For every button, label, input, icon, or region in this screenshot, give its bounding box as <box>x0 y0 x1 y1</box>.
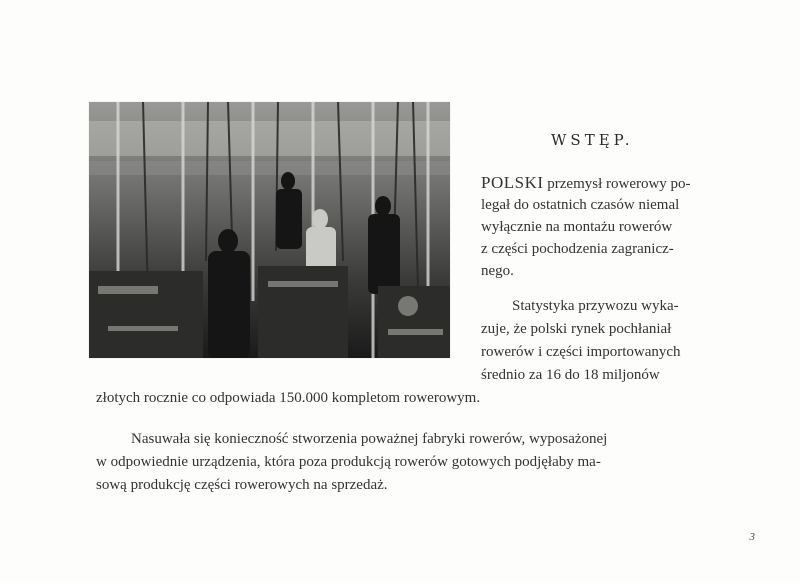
section-heading: WSTĘP. <box>551 131 634 149</box>
paragraph-2-line-3: rowerów i części importowanych <box>481 344 681 360</box>
paragraph-2-line-4: średnio za 16 do 18 miljonów <box>481 367 660 383</box>
factory-photo-image <box>88 101 451 359</box>
factory-photo <box>88 101 451 359</box>
dropcap-word: POLSKI <box>481 173 544 192</box>
paragraph-3-line-2: w odpowiednie urządzenia, która poza produkcją rowerów gotowych podjęłaby ma- <box>96 454 601 470</box>
page-number: 3 <box>749 531 755 543</box>
paragraph-1-line-3: wyłącznie na montażu rowerów <box>481 219 673 235</box>
paragraph-1-line-5: nego. <box>481 263 514 279</box>
paragraph-1-line-2: legał do ostatnich czasów niemal <box>481 197 680 213</box>
paragraph-3-line-1: Nasuwała się konieczność stworzenia poważnej fabryki rowerów, wyposażonej <box>131 431 608 447</box>
paragraph-2-line-5: złotych rocznie co odpowiada 150.000 kompletom rowerowym. <box>96 390 481 406</box>
paragraph-1-line-1 <box>481 173 691 194</box>
paragraph-2-line-1: Statystyka przywozu wyka- <box>512 298 679 314</box>
paragraph-1-line-1-text: przemysł rowerowy po- <box>547 176 691 192</box>
paragraph-1-line-4: z części pochodzenia zagranicz- <box>481 241 674 257</box>
paragraph-3-line-3: sową produkcję części rowerowych na sprzedaż. <box>96 477 388 493</box>
paragraph-2-line-2: zuje, że polski rynek pochłaniał <box>481 321 672 337</box>
